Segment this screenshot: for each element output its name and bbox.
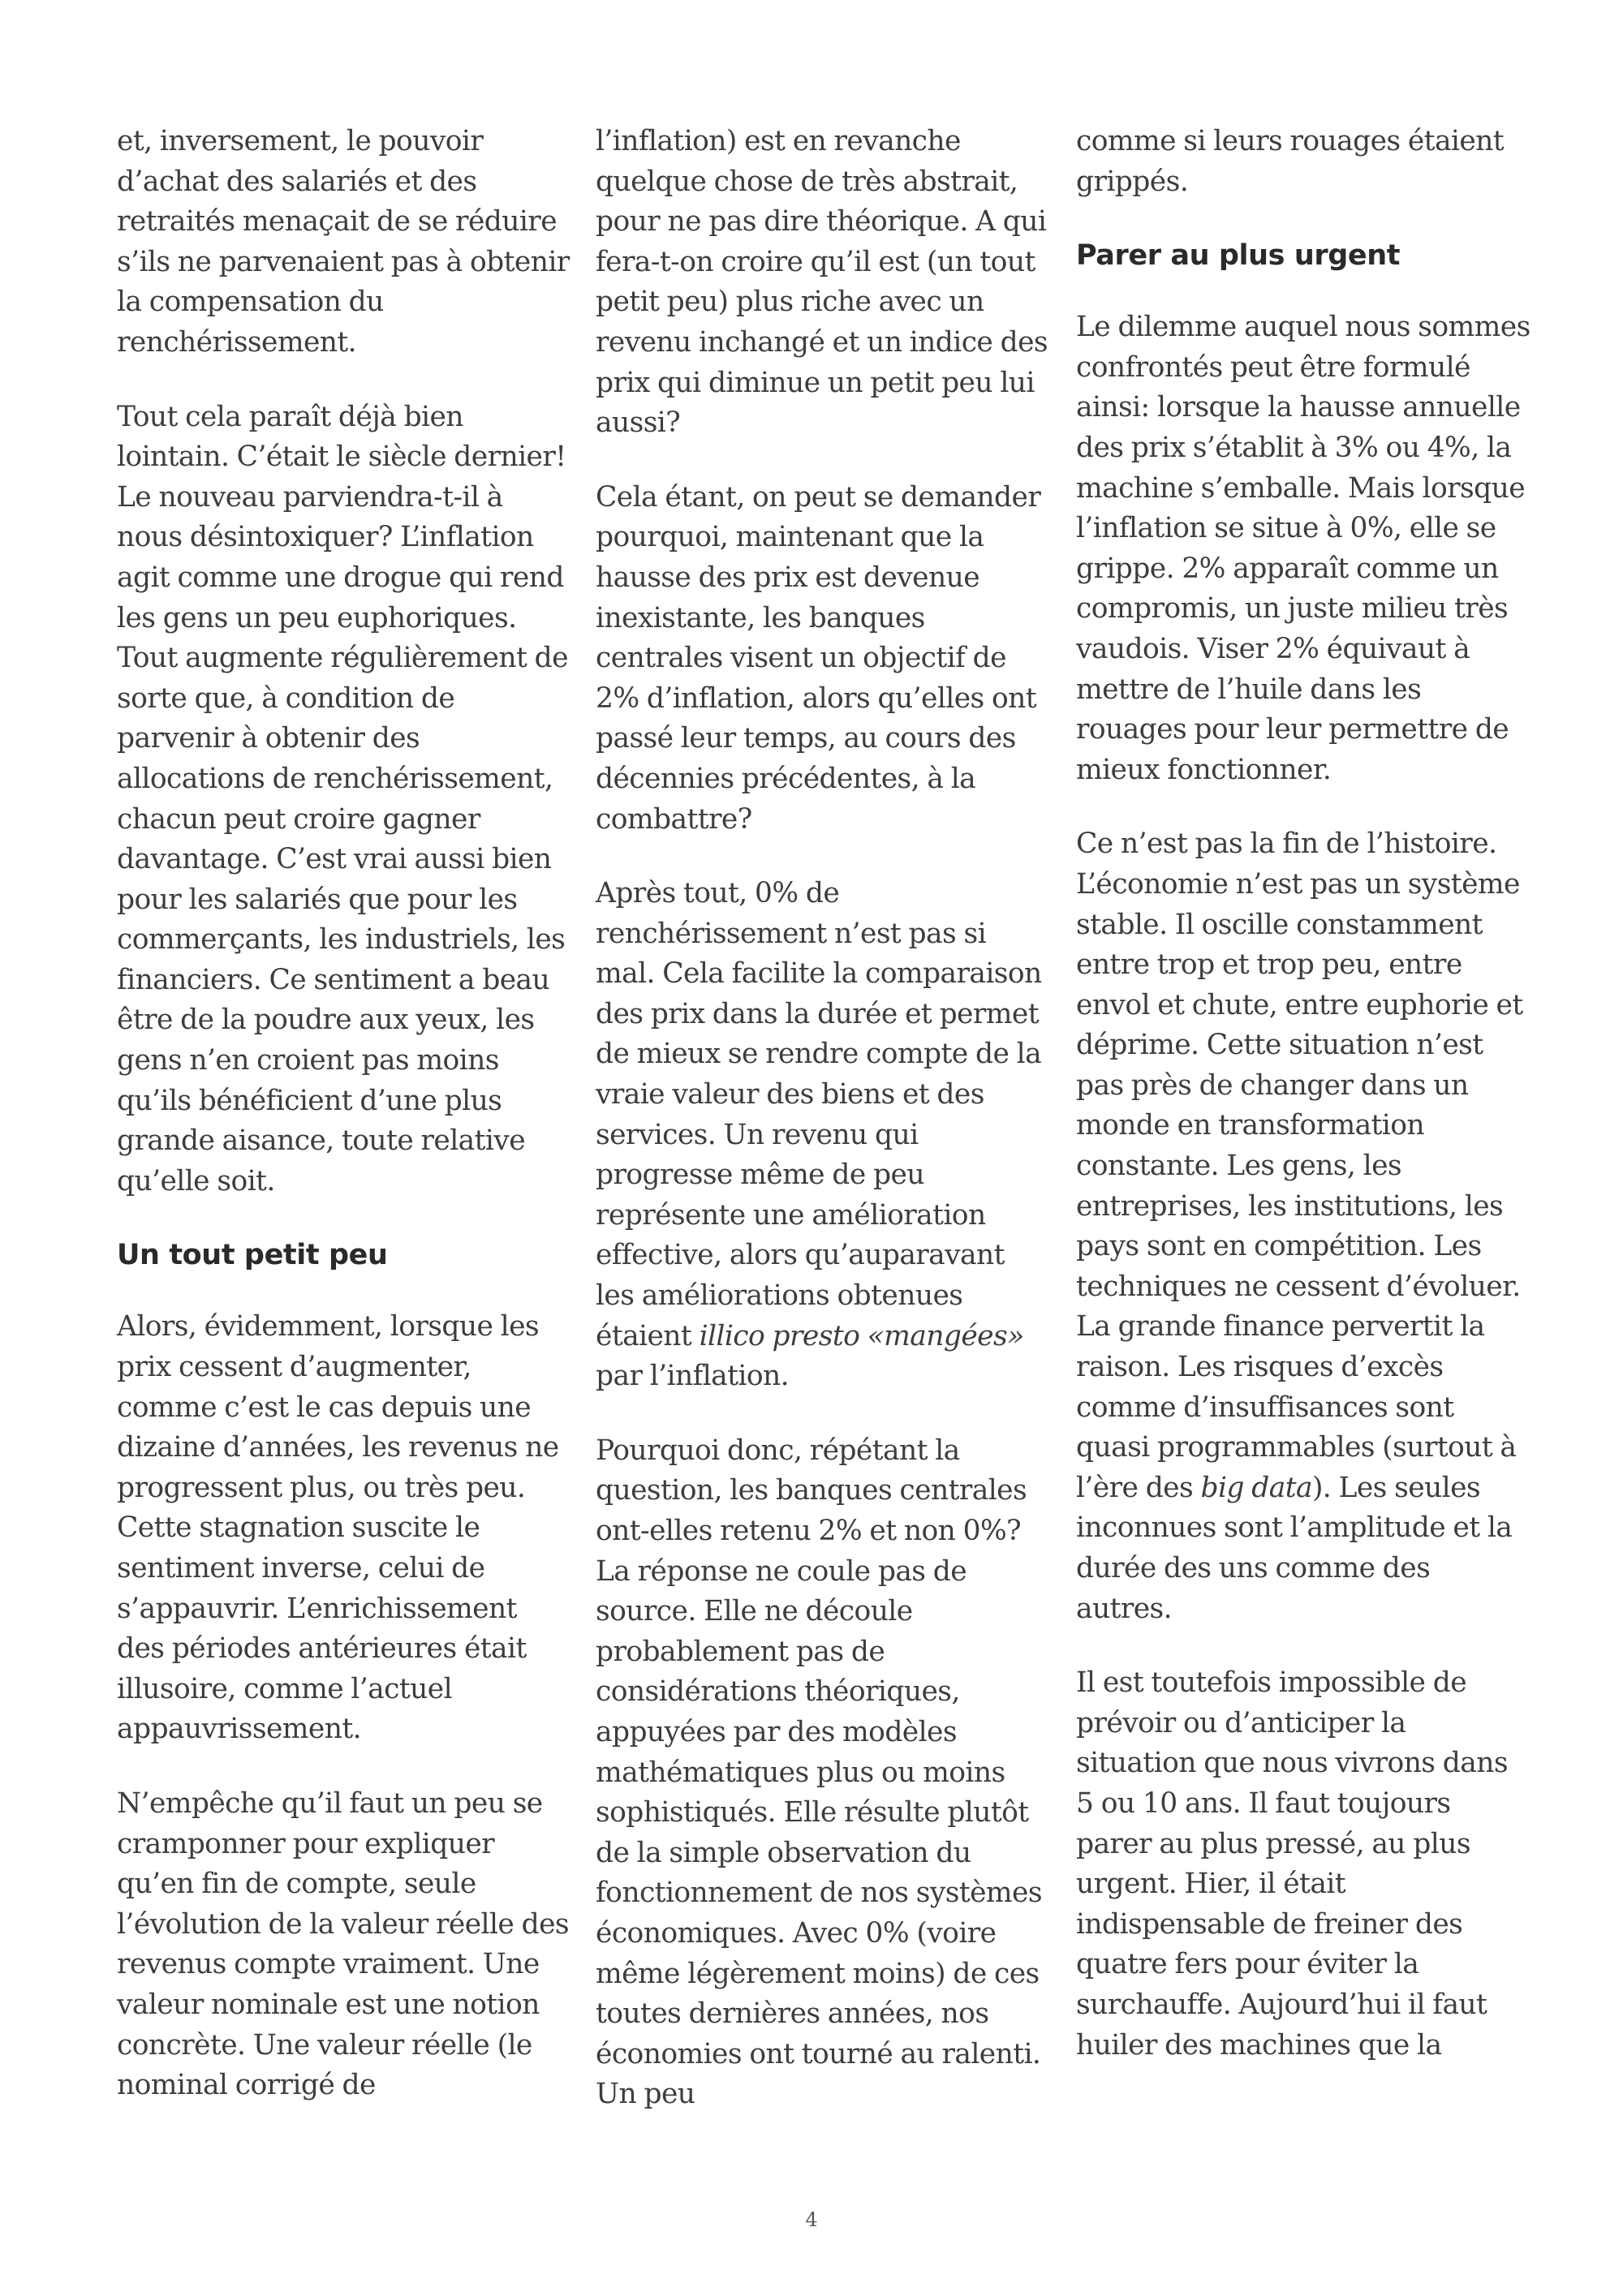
- paragraph: comme si leurs rouages étaient grippés.: [1076, 125, 1505, 198]
- section-heading: Un tout petit peu: [117, 1239, 388, 1272]
- paragraph-text: Après tout, 0% de renchérissement n’est pas si mal. Cela facilite la comparaison des prix dans la durée et permet de mieux se rendre compte de la vraie valeur des biens et des services. Un revenu qui progresse même de peu représente une amélioration effective, alors qu’auparavant les améliorations obtenues étaient: [596, 877, 1042, 1352]
- paragraph: [596, 874, 1050, 1397]
- paragraph: l’inflation) est en revanche quelque chose de très abstrait, pour ne pas dire théorique. A qui fera-t-on croire qu’il est (un tout petit peu) plus riche avec un revenu inchangé et un indice des prix qui diminue un petit peu lui aussi?: [596, 125, 1048, 440]
- text-column-1: [117, 122, 571, 2140]
- paragraph-text: Ce n’est pas la fin de l’histoire. L’économie n’est pas un système stable. Il oscille constamment entre trop et trop peu, entre envol et chute, entre euphorie et déprime. Cette situation n’est pas près de changer dans un monde en transformation constante. Les gens, les entreprises, les institutions, les pays sont en compétition. Les techniques ne cessent d’évoluer. La grande finance pervertit la raison. Les risques d’excès comme d’insuffisances sont quasi programmables (surtout à l’ère des: [1076, 828, 1523, 1504]
- emphasis-text: big data: [1200, 1471, 1312, 1504]
- text-column-3: [1076, 122, 1530, 2100]
- paragraph: Pourquoi donc, répétant la question, les banques centrales ont-elles retenu 2% et non 0%? La réponse ne coule pas de source. Elle ne découle probablement pas de considérations théoriques, appuyées par des modèles mathématiques plus ou moins sophistiqués. Elle résulte plutôt de la simple observation du fonctionnement de nos systèmes économiques. Avec 0% (voire même légèrement moins) de ces toutes dernières années, nos économies ont tourné au ralenti. Un peu: [596, 1434, 1042, 2111]
- paragraph: Alors, évidemment, lorsque les prix cessent d’augmenter, comme c’est le cas depuis une dizaine d’années, les revenus ne progressent plus, ou très peu. Cette stagnation suscite le sentiment inverse, celui de s’appauvrir. L’enrichissement des périodes antérieures était illusoire, comme l’actuel appauvrissement.: [117, 1310, 559, 1746]
- paragraph: [1076, 824, 1530, 1629]
- page-number: 4: [805, 2208, 818, 2231]
- section-heading: Parer au plus urgent: [1076, 239, 1401, 273]
- emphasis-text: illico presto «mangées»: [699, 1319, 1024, 1352]
- paragraph: Tout cela paraît déjà bien lointain. C’était le siècle dernier! Le nouveau parviendra-t-il à nous désintoxiquer? L’inflation agit comme une drogue qui rend les gens un peu euphoriques. Tout augmente régulièrement de sorte que, à condition de parvenir à obtenir des allocations de renchérissement, chacun peut croire gagner davantage. C’est vrai aussi bien pour les salariés que pour les commerçants, les industriels, les financiers. Ce sentiment a beau être de la poudre aux yeux, les gens n’en croient pas moins qu’ils bénéficient d’une plus grande aisance, toute relative qu’elle soit.: [117, 400, 568, 1197]
- paragraph: N’empêche qu’il faut un peu se cramponner pour expliquer qu’en fin de compte, seule l’évolution de la valeur réelle des revenus compte vraiment. Une valeur nominale est une notion concrète. Une valeur réelle (le nominal corrigé de: [117, 1786, 569, 2102]
- paragraph-text: par l’inflation.: [596, 1360, 789, 1393]
- paragraph-text: ). Les seules inconnues sont l’amplitude et la durée des uns comme des autres.: [1076, 1471, 1513, 1625]
- paragraph: Il est toutefois impossible de prévoir ou d’anticiper la situation que nous vivrons dans 5 ou 10 ans. Il faut toujours parer au plus pressé, au plus urgent. Hier, il était indispensable de freiner des quatre fers pour éviter la surchauffe. Aujourd’hui il faut huiler des machines que la: [1076, 1666, 1508, 2062]
- paragraph: et, inversement, le pouvoir d’achat des salariés et des retraités menaçait de se réduire s’ils ne parvenaient pas à obtenir la compensation du renchérissement.: [117, 125, 570, 359]
- paragraph: Le dilemme auquel nous sommes confrontés peut être formulé ainsi: lorsque la hausse annuelle des prix s’établit à 3% ou 4%, la machine s’emballe. Mais lorsque l’inflation se situe à 0%, elle se grippe. 2% apparaît comme un compromis, un juste milieu très vaudois. Viser 2% équivaut à mettre de l’huile dans les rouages pour leur permettre de mieux fonctionner.: [1076, 311, 1530, 786]
- paragraph: Cela étant, on peut se demander pourquoi, maintenant que la hausse des prix est devenue inexistante, les banques centrales visent un objectif de 2% d’inflation, alors qu’elles ont passé leur temps, au cours des décennies précédentes, à la combattre?: [596, 480, 1041, 836]
- text-column-2: [596, 122, 1050, 2149]
